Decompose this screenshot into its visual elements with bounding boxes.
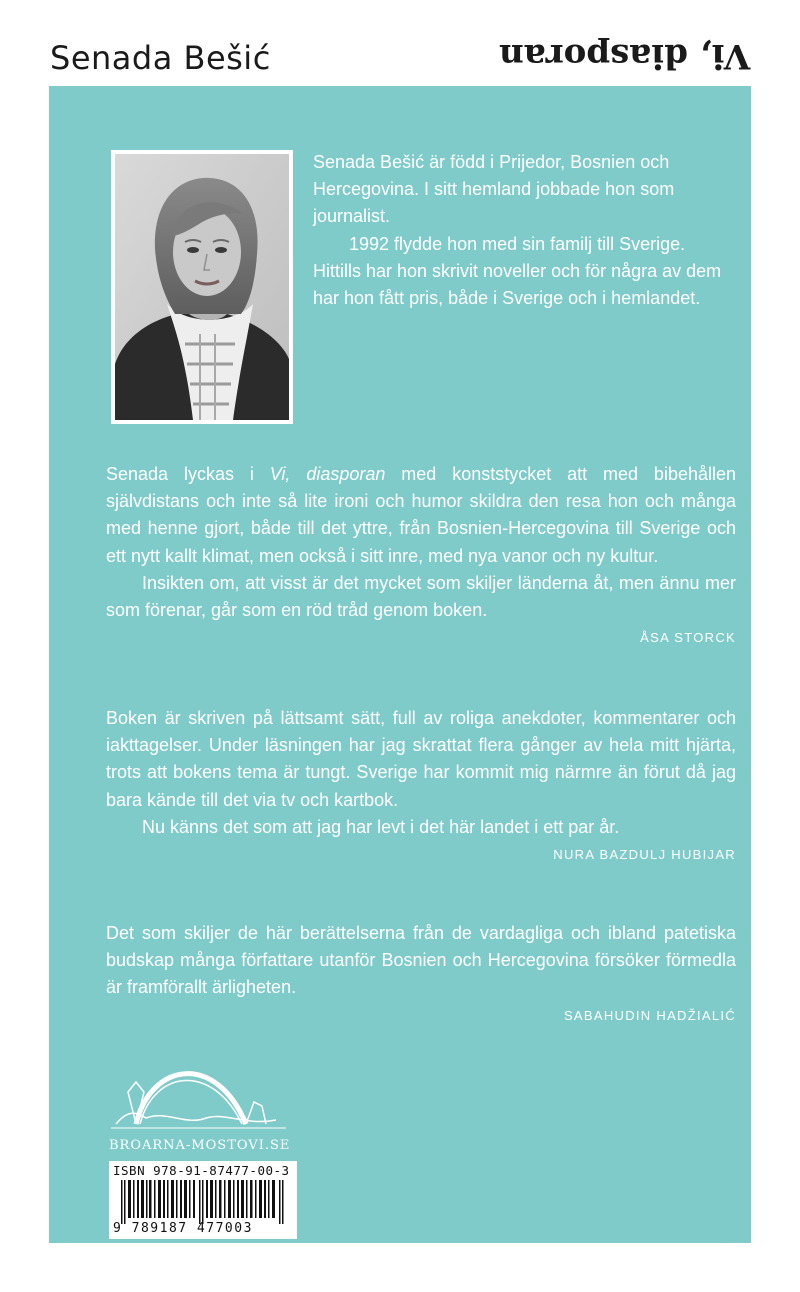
spine-title: Vi, diasporan [498,36,750,76]
quote-1-text-end: med konststycket att med bibehållen självdistans och inte så lite ironi och humor skildra den resa hon och många med henne gjort, både till det yttre, från Bosnien-Hercegovina till Sverige och ett nytt kallt klimat, men också i sitt inre, med nya vanor och ny kultur. [106,464,736,566]
publisher-website: BROARNA-MOSTOVI.SE [109,1138,291,1153]
quote-2-attribution: NURA BAZDULJ HUBIJAR [553,847,736,863]
quote-1-text-start: Senada lyckas i [106,464,270,484]
quote-3-paragraph-1: Det som skiljer de här berättelserna från de vardagliga och ibland patetiska budskap många författare utanför Bosnien och Hercegovina försöker förmedla är framförallt ärligheten. [106,923,736,998]
review-quote-1 [106,461,736,650]
quote-1-paragraph-1 [106,461,736,570]
spine-author: Senada Bešić [50,39,271,77]
quote-1-attribution: ÅSA STORCK [640,630,736,646]
ean-number: 9 789187 477003 [113,1221,253,1236]
publisher-logo [106,1052,296,1132]
author-bio [313,149,733,312]
review-quote-3 [106,920,736,1028]
review-quote-2 [106,705,736,867]
back-cover-panel [49,86,751,1243]
quote-2-paragraph-1: Boken är skriven på lättsamt sätt, full av roliga anekdoter, kommentarer och iakttagelser. Under läsningen har jag skrattat flera gånger av hela mitt hjärta, trots att bokens tema är tungt. Sverige har kommit mig närmre än förut då jag bara kände till det via tv och kartbok. [106,708,736,810]
bio-paragraph-2: 1992 flydde hon med sin familj till Sverige. Hittills har hon skrivit noveller och för några av dem har hon fått pris, både i Sverige och i hemlandet. [313,233,722,309]
quote-3-attribution: SABAHUDIN HADŽIALIĆ [563,1007,736,1023]
quote-1-paragraph-2: Insikten om, att visst är det mycket som skiljer länderna åt, men ännu mer som förenar, går som en röd tråd genom boken. [106,572,736,621]
author-portrait-image [115,154,289,420]
bio-paragraph-1: Senada Bešić är född i Prijedor, Bosnien och Hercegovina. I sitt hemland jobbade hon som journalist. [313,152,675,227]
isbn-text: ISBN 978-91-87477-00-3 [113,1163,290,1178]
bridge-logo-icon [106,1052,296,1132]
quote-1-book-title: Vi, diasporan [269,464,386,484]
isbn-barcode [109,1161,297,1239]
barcode-bars-icon [113,1180,293,1224]
quote-2-paragraph-2: Nu känns det som att jag har levt i det här landet i ett par år. [142,816,620,837]
author-photo [111,150,293,424]
